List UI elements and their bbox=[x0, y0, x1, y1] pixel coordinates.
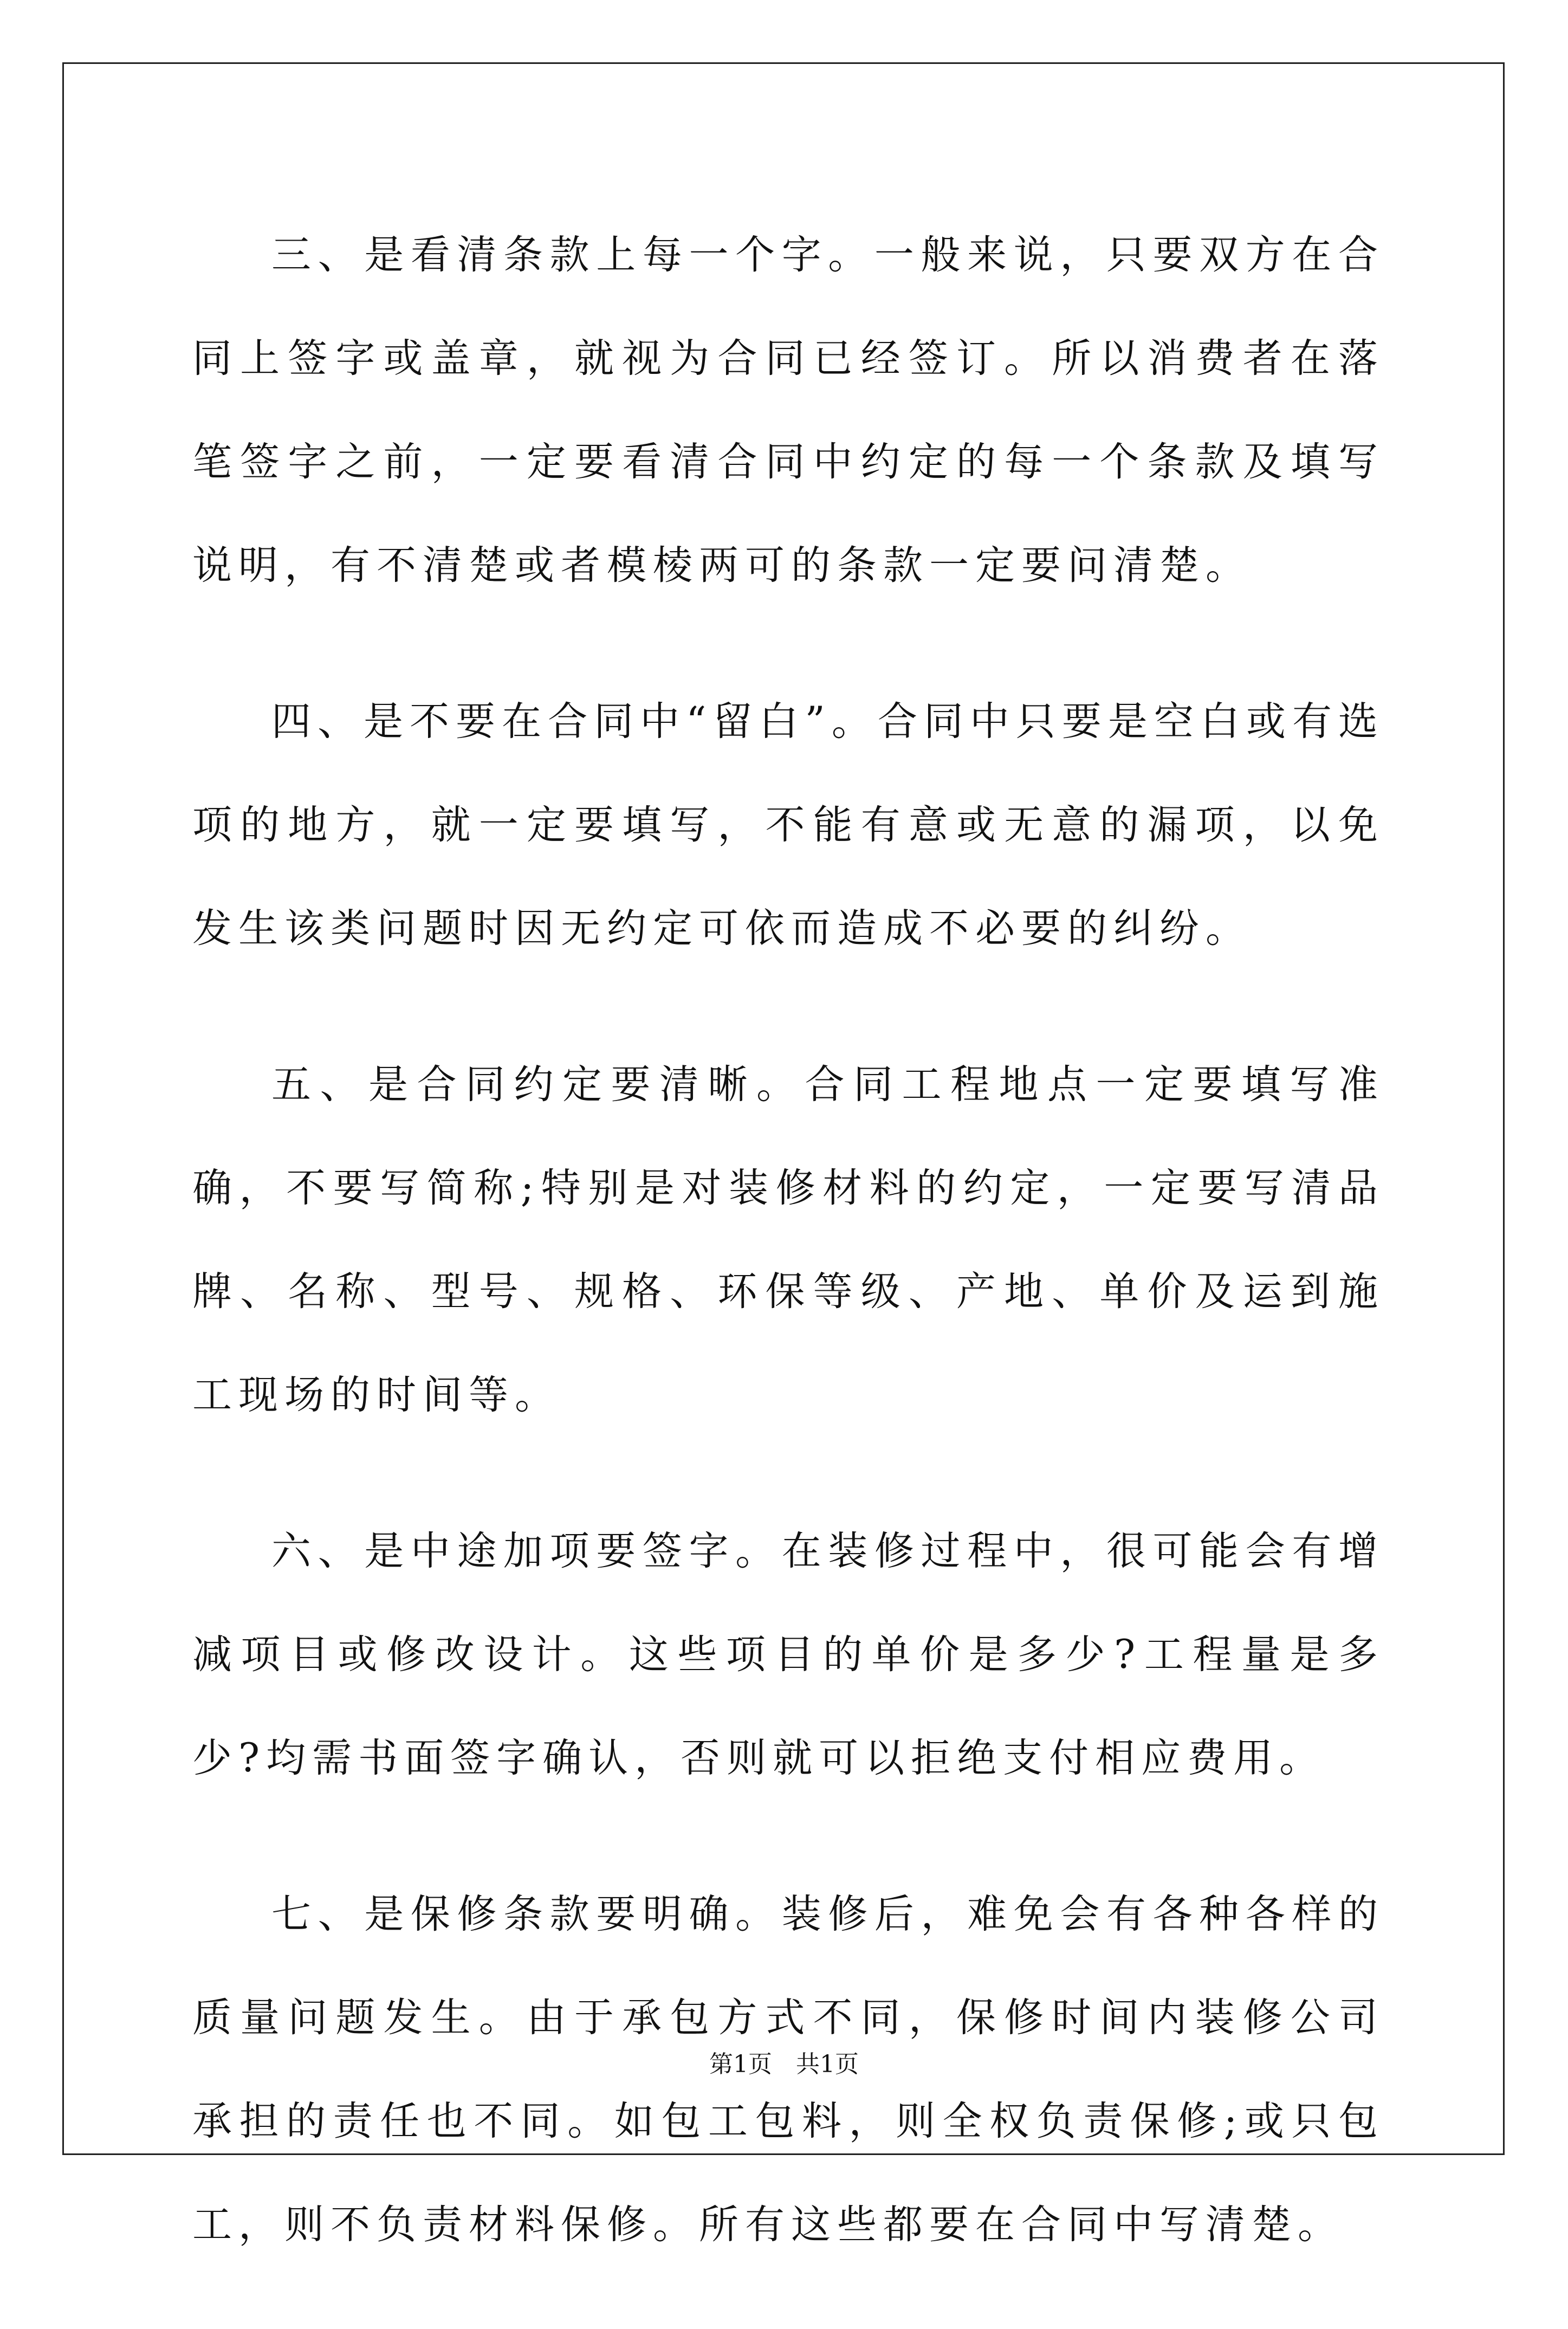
document-body bbox=[192, 203, 1384, 2329]
paragraph-3: 三、是看清条款上每一个字。一般来说，只要双方在合同上签字或盖章，就视为合同已经签订。所以消费者在落笔签字之前，一定要看清合同中约定的每一个条款及填写说明，有不清楚或者模棱两可的条款一定要问清楚。 bbox=[192, 232, 1384, 588]
paragraph-6: 六、是中途加项要签字。在装修过程中，很可能会有增减项目或修改设计。这些项目的单价是多少?工程量是多少?均需书面签字确认，否则就可以拒绝支付相应费用。 bbox=[192, 1528, 1384, 1781]
paragraph-4: 四、是不要在合同中“留白”。合同中只要是空白或有选项的地方，就一定要填写，不能有意或无意的漏项，以免发生该类问题时因无约定可依而造成不必要的纠纷。 bbox=[192, 698, 1384, 952]
paragraph-5: 五、是合同约定要清晰。合同工程地点一定要填写准确，不要写简称;特别是对装修材料的约定，一定要写清品牌、名称、型号、规格、环保等级、产地、单价及运到施工现场的时间等。 bbox=[192, 1062, 1384, 1418]
paragraph-7: 七、是保修条款要明确。装修后，难免会有各种各样的质量问题发生。由于承包方式不同，保修时间内装修公司承担的责任也不同。如包工包料，则全权负责保修;或只包工，则不负责材料保修。所有这些都要在合同中写清楚。 bbox=[192, 1891, 1384, 2248]
page-footer: 第1页 共1页 bbox=[709, 2050, 859, 2078]
